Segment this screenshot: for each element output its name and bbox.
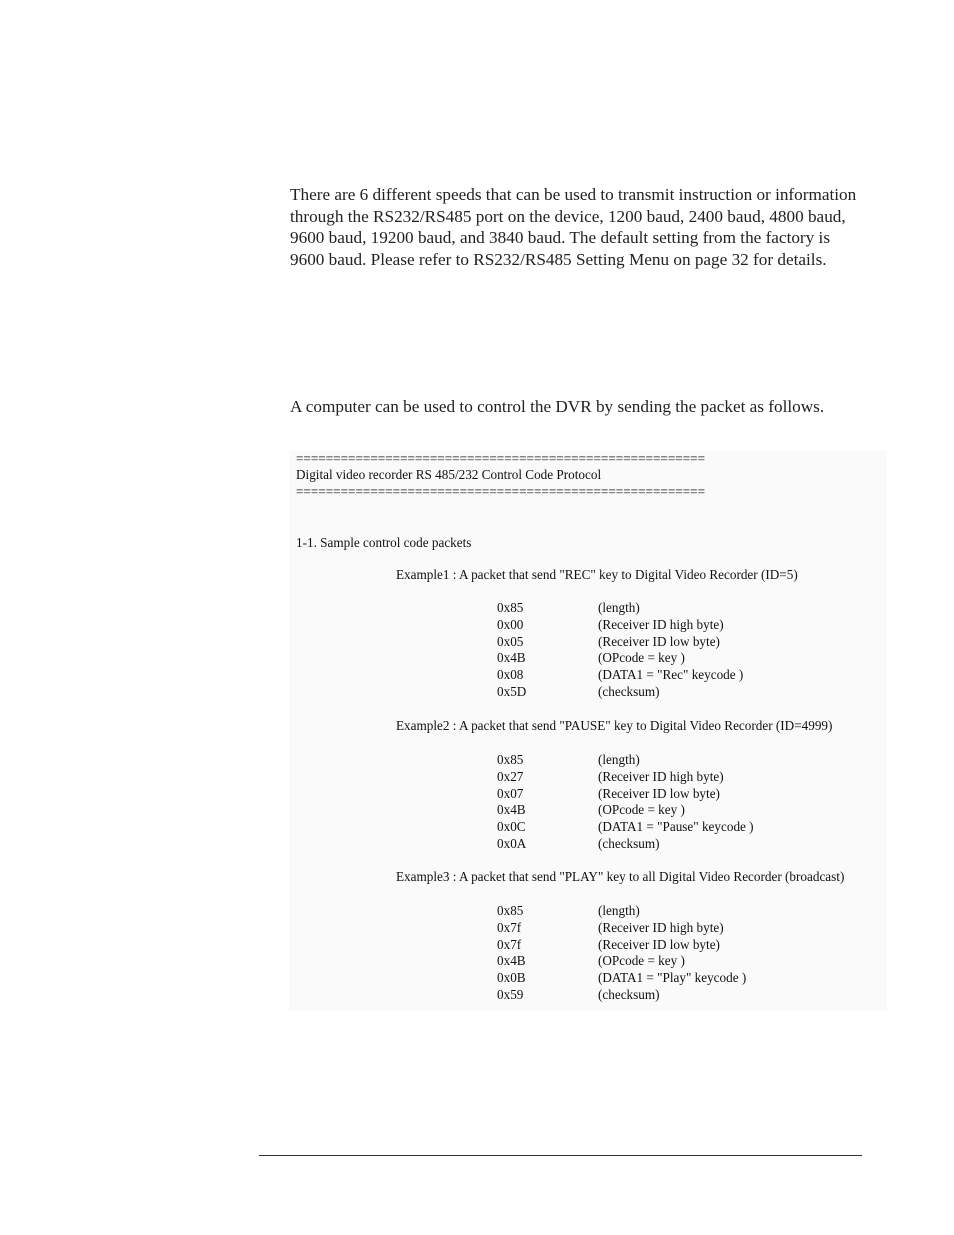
example-1-packet-table [497, 600, 743, 701]
byte-description: (Receiver ID low byte) [598, 936, 720, 952]
example-3-heading: Example3 : A packet that send "PLAY" key to all Digital Video Recorder (broadcast) [396, 869, 845, 884]
table-row [497, 836, 754, 853]
byte-hex: 0x4B [497, 650, 526, 666]
baud-speeds-paragraph: There are 6 different speeds that can be used to transmit instruction or information through the RS232/RS485 port on the device, 1200 baud, 2400 baud, 4800 baud, 9600 baud, 19200 baud, and 3840 baud. The default setting from the factory is 9600 baud. Please refer to RS232/RS485 Setting Menu on page 32 for details. [290, 185, 857, 269]
byte-hex: 0x7f [497, 919, 522, 935]
byte-description: (length) [598, 600, 640, 615]
byte-hex: 0x4B [497, 953, 526, 969]
table-row [497, 617, 743, 634]
byte-description: (OPcode = key ) [598, 953, 685, 969]
byte-description: (OPcode = key ) [598, 802, 685, 818]
table-row [497, 970, 746, 987]
table-row [497, 786, 754, 803]
table-row [497, 769, 754, 786]
byte-description: (Receiver ID low byte) [598, 633, 720, 649]
byte-description: (length) [598, 903, 640, 918]
table-row [497, 987, 746, 1004]
example-2-packet-table [497, 752, 754, 853]
byte-description: (Receiver ID high byte) [598, 768, 724, 784]
byte-hex: 0x00 [497, 616, 524, 632]
byte-hex: 0x07 [497, 785, 524, 801]
table-row [497, 937, 746, 954]
section-title: 1-1. Sample control code packets [296, 535, 472, 550]
byte-description: (checksum) [598, 986, 660, 1002]
byte-description: (Receiver ID low byte) [598, 785, 720, 801]
byte-description: (Receiver ID high byte) [598, 616, 724, 632]
example-3-packet-table [497, 903, 746, 1004]
table-row [497, 802, 754, 819]
table-row [497, 684, 743, 701]
byte-description: (checksum) [598, 835, 660, 851]
byte-hex: 0x85 [497, 752, 524, 767]
table-row [497, 634, 743, 651]
table-row [497, 903, 746, 920]
byte-hex: 0x4B [497, 802, 526, 818]
table-row [497, 752, 754, 769]
table-row [497, 953, 746, 970]
byte-description: (Receiver ID high byte) [598, 919, 724, 935]
computer-control-paragraph: A computer can be used to control the DVR by sending the packet as follows. [290, 397, 825, 416]
protocol-title: Digital video recorder RS 485/232 Control Code Protocol [296, 467, 602, 482]
byte-hex: 0x85 [497, 600, 524, 615]
table-row [497, 650, 743, 667]
byte-description: (checksum) [598, 683, 660, 699]
example-1-heading: Example1 : A packet that send "REC" key to Digital Video Recorder (ID=5) [396, 567, 798, 582]
example-2-heading: Example2 : A packet that send "PAUSE" key to Digital Video Recorder (ID=4999) [396, 718, 833, 733]
byte-hex: 0x08 [497, 667, 524, 683]
divider-rule-top: ======================================================= [296, 451, 706, 466]
control-code-protocol-listing [289, 451, 887, 1011]
byte-description: (DATA1 = "Rec" keycode ) [598, 667, 744, 683]
byte-hex: 0x85 [497, 903, 524, 918]
table-row [497, 819, 754, 836]
table-row [497, 667, 743, 684]
byte-description: (length) [598, 752, 640, 767]
byte-description: (DATA1 = "Play" keycode ) [598, 970, 747, 986]
byte-hex: 0x0C [497, 819, 526, 835]
byte-hex: 0x0B [497, 970, 526, 986]
table-row [497, 600, 743, 617]
byte-hex: 0x27 [497, 768, 524, 784]
byte-hex: 0x7f [497, 936, 522, 952]
divider-rule-bottom: ======================================================= [296, 484, 706, 499]
footer-divider [259, 1155, 862, 1156]
byte-hex: 0x5D [497, 683, 527, 699]
byte-description: (OPcode = key ) [598, 650, 685, 666]
byte-hex: 0x59 [497, 986, 524, 1002]
byte-hex: 0x0A [497, 835, 527, 851]
table-row [497, 920, 746, 937]
byte-description: (DATA1 = "Pause" keycode ) [598, 819, 754, 835]
byte-hex: 0x05 [497, 633, 524, 649]
